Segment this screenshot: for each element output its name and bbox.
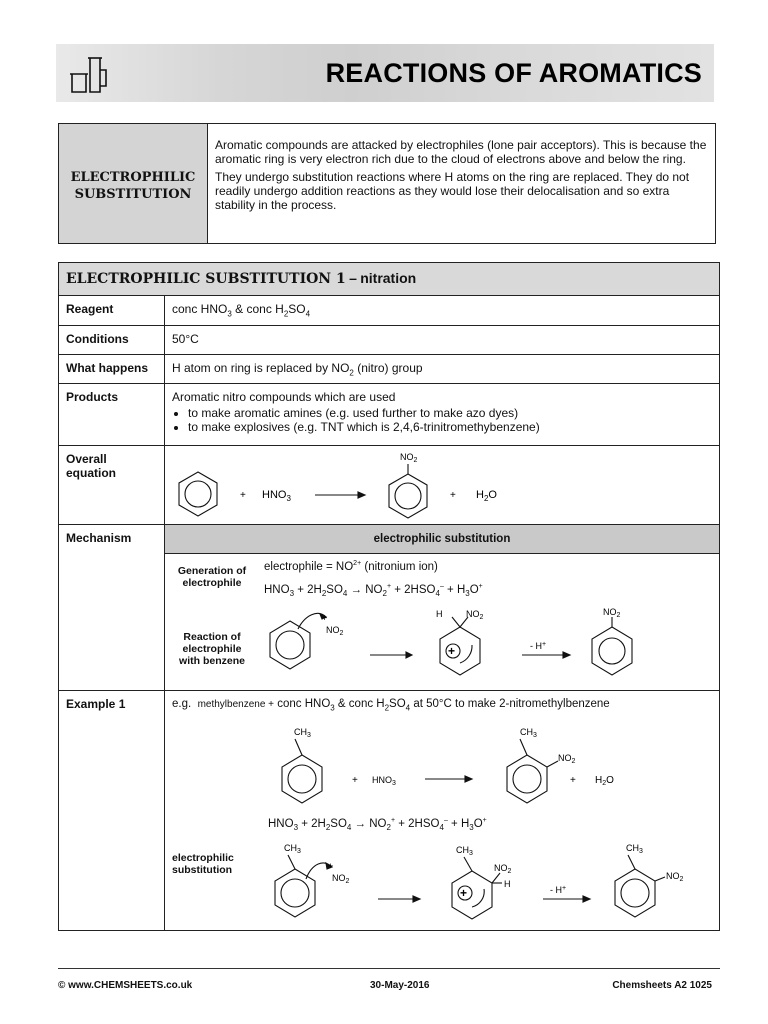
mechanism-label: Mechanism [59, 525, 165, 691]
footer-divider [58, 968, 720, 969]
electrophile-definition: electrophile = $NO^{2+}$ (nitronium ion) [264, 560, 438, 573]
product-use-2: • to make explosives (e.g. TNT which is 2,4,6-trinitromethybenzene) [188, 420, 719, 434]
example-mechanism-diagram [260, 841, 720, 929]
section-title: ELECTROPHILIC SUBSTITUTION 1 – nitration [59, 263, 720, 296]
nitration-table [58, 262, 720, 931]
svg-text:H2O: $H_2O$ [476, 489, 497, 503]
svg-text:+: + [460, 886, 468, 900]
svg-text:+: + [352, 775, 358, 786]
svg-text:NO2: $NO_2$ [558, 753, 576, 765]
svg-text:- H+: - H+ [550, 885, 567, 895]
svg-text:+: + [328, 861, 334, 871]
svg-text:CH3: $CH_3$ [520, 727, 537, 739]
products-value: Aromatic nitro compounds which are used • to make aromatic amines (e.g. used further to make azo dyes) • to make explosives (e.g. TNT which is 2,4,6-trinitromethybenzene) [165, 384, 720, 446]
example-label: Example 1 [59, 691, 165, 931]
overall-equation-label: Overall equation [59, 446, 165, 525]
intro-para1: Aromatic compounds are attacked by electrophiles (lone pair acceptors). This is because the aromatic ring is very electron rich due to the cloud of electrons above and below the ring. [215, 138, 707, 166]
svg-text:CH3: $CH_3$ [456, 845, 473, 857]
svg-text:NO2: $NO_2$ [400, 452, 418, 464]
overall-equation-diagram [165, 446, 719, 524]
footer-website: © www.CHEMSHEETS.co.uk [58, 980, 193, 991]
mechanism-cell [165, 525, 720, 691]
svg-text:NO2: $NO_2$ [494, 863, 512, 875]
reagent-value: conc $HNO_3$ & conc $H_2SO_4$ [165, 296, 720, 326]
what-happens-label: What happens [59, 355, 165, 384]
svg-text:H: H [504, 879, 511, 889]
reaction-label: Reaction of electrophile with benzene [179, 631, 245, 667]
svg-text:NO2: $NO_2$ [466, 609, 484, 621]
intro-para2: They undergo substitution reactions where H atoms on the ring are replaced. They do not readily undergo addition reactions as they would lose their delocalisation and so extra stability in the process. [215, 170, 690, 212]
svg-text:+: + [570, 775, 576, 786]
svg-text:HNO3: $HNO_3$ [372, 775, 396, 787]
svg-text:+: + [240, 490, 246, 501]
svg-text:CH3: $CH_3$ [294, 727, 311, 739]
svg-text:- H+: - H+ [530, 641, 547, 651]
svg-text:H: H [436, 609, 443, 619]
svg-text:HNO3: $HNO_3$ [262, 489, 291, 503]
svg-text:+: + [448, 644, 456, 658]
svg-text:CH3: $CH_3$ [626, 843, 643, 855]
example-generation-equation: $HNO_3 + 2H_2SO_4 \to NO_2^+ + 2HSO_4^- + H_3O^+$ [268, 817, 487, 833]
svg-text:NO2: $NO_2$ [332, 873, 350, 885]
page-title: REACTIONS OF AROMATICS [325, 58, 702, 88]
svg-text:NO2: $NO_2$ [603, 607, 621, 619]
intro-box [58, 123, 716, 244]
conditions-label: Conditions [59, 326, 165, 355]
nitration-mechanism-diagram [260, 607, 720, 693]
example-equation-diagram [260, 721, 720, 811]
footer-sheet-id: Chemsheets A2 1025 [612, 980, 712, 991]
overall-equation [165, 446, 720, 525]
glassware-icon [64, 52, 114, 96]
intro-label-line2: SUBSTITUTION [74, 187, 192, 202]
svg-text:NO2: $NO_2$ [666, 871, 684, 883]
intro-text [215, 138, 709, 212]
example-mechanism-label: electrophilic substitution [172, 852, 234, 876]
svg-text:CH3: $CH_3$ [284, 843, 301, 855]
reagent-label: Reagent [59, 296, 165, 326]
svg-text:+: + [450, 490, 456, 501]
generation-label: Generation of electrophile [177, 565, 247, 589]
conditions-value: 50°C [165, 326, 720, 355]
svg-text:+: + [322, 613, 328, 623]
generation-equation: $HNO_3 + 2H_2SO_4 \to NO_2^+ + 2HSO_4^- + H_3O^+$ [264, 583, 483, 599]
example-description: e.g. methylbenzene + conc $HNO_3$ & conc $H_2SO_4$ at 50°C to make 2-nitromethylbenzene [172, 698, 610, 713]
mechanism-header: electrophilic substitution [165, 525, 719, 554]
example-cell [165, 691, 720, 931]
footer-date: 30-May-2016 [370, 980, 430, 991]
intro-label-line1: ELECTROPHILIC [70, 170, 196, 185]
products-label: Products [59, 384, 165, 446]
svg-text:H2O: $H_2O$ [595, 775, 614, 787]
svg-text:NO2: $NO_2$ [326, 625, 344, 637]
what-happens-value: H atom on ring is replaced by $NO_2$ (nitro) group [165, 355, 720, 384]
title-banner [56, 44, 714, 102]
product-use-1: • to make aromatic amines (e.g. used further to make azo dyes) [188, 406, 719, 420]
intro-label-cell [59, 124, 208, 243]
